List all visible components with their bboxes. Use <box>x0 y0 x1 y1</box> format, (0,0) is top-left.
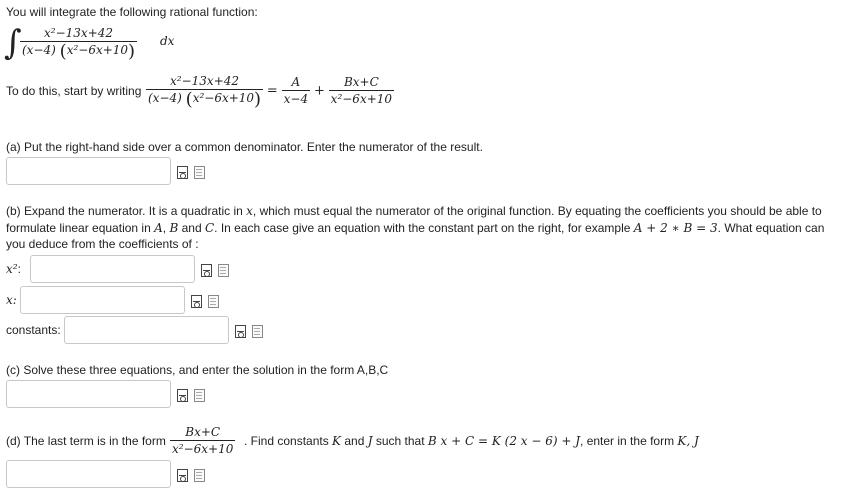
term2-fraction <box>329 75 394 108</box>
lhs-den-right: x²−6x+10 <box>192 91 255 105</box>
help-icon[interactable] <box>218 264 229 277</box>
part-d-text-1: (d) The last term is in the form <box>6 434 166 448</box>
preview-icon[interactable] <box>177 166 188 179</box>
integrand-numerator: x²−13x+42 <box>44 26 114 40</box>
var-a: A <box>154 220 163 235</box>
integrand-den-right: x²−6x+10 <box>66 43 129 57</box>
decomposition-lead: To do this, start by writing <box>6 84 142 98</box>
help-icon[interactable] <box>252 325 263 338</box>
integrand-fraction <box>20 26 137 60</box>
x-coefficient-input[interactable] <box>20 286 185 314</box>
lhs-denominator: (x−4) (x²−6x+10) <box>148 89 262 110</box>
constants-label: constants: <box>6 323 61 337</box>
term2-denominator: x²−6x+10 <box>330 91 393 106</box>
part-d-fraction-denominator: x²−6x+10 <box>172 442 234 456</box>
equals-sign: = <box>266 83 278 99</box>
plus-sign: + <box>313 83 325 99</box>
part-d-text-2: . Find constants K and J such that B x + C = K (2 x − 6) + J, enter in the form K, J <box>244 434 699 448</box>
help-icon[interactable] <box>194 166 205 179</box>
preview-icon[interactable] <box>191 295 202 308</box>
part-d-equation: B x + C = K (2 x − 6) + J <box>427 434 581 448</box>
var-x: x <box>246 204 253 218</box>
help-icon[interactable] <box>208 295 219 308</box>
lhs-den-left: (x−4) <box>148 91 182 105</box>
x2-coefficient-input[interactable] <box>30 255 195 283</box>
term1-denominator: x−4 <box>283 91 309 106</box>
part-a-answer-input[interactable] <box>6 157 171 185</box>
integral-sign: ∫ <box>4 23 22 63</box>
part-d-fraction <box>170 425 235 458</box>
part-d-fraction-numerator: Bx+C <box>185 425 221 439</box>
lhs-numerator: x²−13x+42 <box>170 74 240 88</box>
lhs-fraction <box>146 74 263 108</box>
x2-label: x²: <box>6 262 21 276</box>
var-k: K <box>332 434 342 448</box>
integrand-denominator: (x−4) (x²−6x+10) <box>22 41 136 62</box>
preview-icon[interactable] <box>235 325 246 338</box>
var-c: C <box>204 220 215 235</box>
part-c-text: (c) Solve these three equations, and enter the solution in the form A,B,C <box>6 363 389 377</box>
preview-icon[interactable] <box>177 469 188 482</box>
integral-expression <box>20 26 137 60</box>
term1-fraction <box>282 75 310 108</box>
x-label: x: <box>6 293 17 307</box>
integrand-den-left: (x−4) <box>22 43 56 57</box>
part-a-text: (a) Put the right-hand side over a common denominator. Enter the numerator of the result. <box>6 140 483 154</box>
example-equation: A + 2 ∗ B = 3 <box>633 220 718 235</box>
var-b: B <box>169 220 179 235</box>
part-c-answer-input[interactable] <box>6 380 171 408</box>
intro-text: You will integrate the following rational function: <box>6 5 258 19</box>
decomposition-equation <box>146 74 394 108</box>
help-icon[interactable] <box>194 389 205 402</box>
term1-numerator: A <box>291 74 301 89</box>
preview-icon[interactable] <box>201 264 212 277</box>
integral-dx: dx <box>160 34 175 48</box>
var-j: J <box>367 434 373 448</box>
part-b-text: (b) Expand the numerator. It is a quadratic in x, which must equal the numerator of the original function. By equating the coefficients you should be able to formulate linear equation in A, B and C. In each case give an equation with the constant part on the right, for example A + 2 ∗ B = 3. What equation can you deduce from the coefficients of : <box>6 204 825 251</box>
preview-icon[interactable] <box>177 389 188 402</box>
part-d-answer-input[interactable] <box>6 460 171 488</box>
constants-input[interactable] <box>64 316 229 344</box>
help-icon[interactable] <box>194 469 205 482</box>
term2-numerator: Bx+C <box>343 74 379 89</box>
part-d-form: K, J <box>677 434 699 448</box>
